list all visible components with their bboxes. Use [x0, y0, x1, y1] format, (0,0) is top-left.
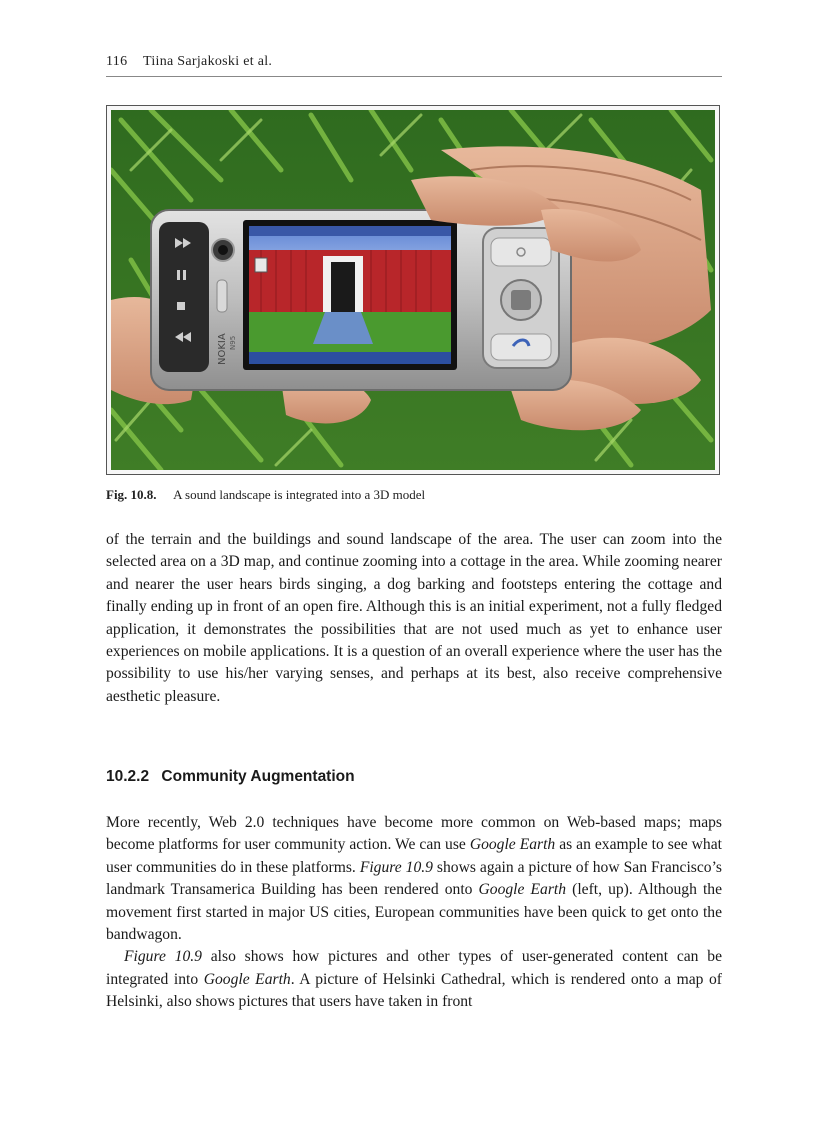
running-title: Tiina Sarjakoski et al.	[142, 54, 273, 69]
paragraph-1-text: of the terrain and the buildings and sound landscape of the area. The user can zoom into the selected area on a 3D map, and continue zooming into a cottage in the area. While zooming nearer and nearer the user hears birds singing, a dog barking and footsteps entering the cottage and finally ending up in front of an open fire. Although this is an initial experiment, not a fully fledged application, it demonstrates the possibilities that are not used much as yet to enhance user experiences on mobile applications. It is a question of an overall experience where the user has the possibility to use his/her varying senses, and perhaps at its best, also receive comprehensive aesthetic pleasure.	[106, 531, 722, 705]
running-header	[106, 54, 722, 70]
figure-caption-text: A sound landscape is integrated into a 3D model	[173, 487, 426, 502]
page-number: 116	[106, 54, 128, 69]
paragraph-2-emphasis: Google Earth	[478, 881, 567, 899]
paragraph-3-part: also shows how pictures and other types of user-generated content can be integrated into	[106, 948, 722, 988]
paragraph-1	[106, 529, 722, 708]
phone-photo	[111, 110, 715, 470]
section-title: Community Augmentation	[161, 768, 355, 785]
section-heading	[106, 768, 722, 786]
paragraph-2-emphasis: Google Earth	[469, 836, 556, 854]
figure-caption	[106, 487, 722, 503]
section-body	[106, 812, 722, 1014]
header-rule	[106, 76, 722, 77]
paragraph-2-part: More recently, Web 2.0 techniques have become more common on Web-based maps; maps become platforms for user community action. We can use	[106, 814, 722, 854]
paragraph-2-part: shows again a picture of how San Francisco’s landmark Transamerica Building has been rendered onto	[106, 858, 722, 899]
paragraph-2-part: (left, up). Although the movement first started in major US cities, European communities have been quick to get onto the bandwagon.	[106, 881, 723, 944]
paragraph-2-emphasis: Figure 10.9	[359, 858, 433, 876]
paragraph-2	[106, 812, 722, 946]
phone-body	[151, 210, 571, 390]
section-number: 10.2.2	[106, 768, 150, 785]
paragraph-3-emphasis: Google Earth	[203, 970, 291, 988]
paragraph-2-part: as an example to see what user communities do in these platforms.	[106, 836, 722, 876]
figure-label: Fig. 10.8.	[106, 487, 157, 502]
figure-10-8	[106, 105, 720, 475]
paragraph-3-part: . A picture of Helsinki Cathedral, which is rendered onto a map of Helsinki, also shows pictures that users have taken in front	[106, 970, 722, 1011]
paragraph-3-emphasis: Figure 10.9	[124, 948, 202, 966]
paragraph-3	[106, 946, 722, 1013]
phone-model: N95	[229, 335, 237, 350]
phone-brand: NOKIA	[217, 333, 228, 365]
